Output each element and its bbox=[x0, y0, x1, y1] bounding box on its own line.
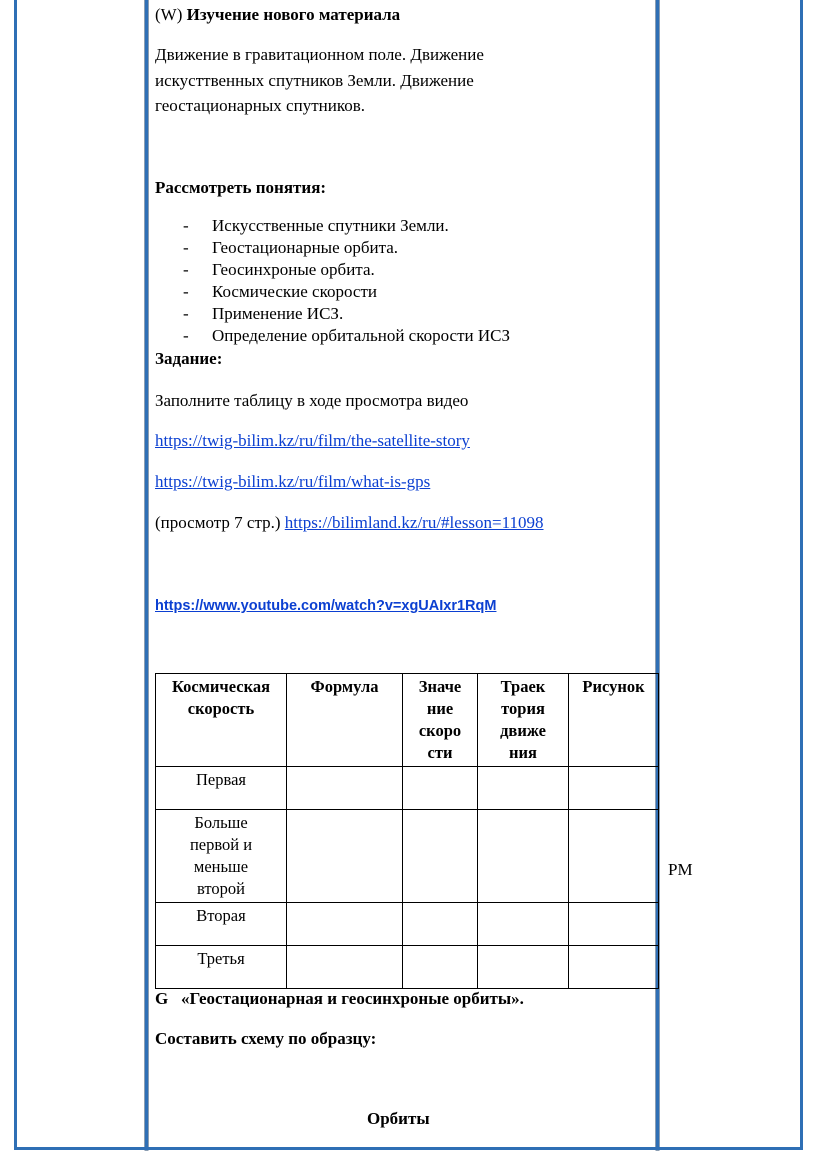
table-header-row bbox=[156, 674, 659, 767]
table-row bbox=[156, 946, 659, 989]
resources-cell bbox=[668, 860, 693, 880]
group-task-title: «Геостационарная и геосинхроные орбиты». bbox=[180, 989, 524, 1008]
concepts-list bbox=[155, 215, 510, 347]
header-cosmic-velocity: Космическая скорость bbox=[156, 674, 287, 767]
table-row bbox=[156, 767, 659, 810]
task-instruction: Заполните таблицу в ходе просмотра видео bbox=[155, 391, 469, 410]
table-cell[interactable] bbox=[569, 810, 659, 903]
section-title: Изучение нового материала bbox=[186, 5, 401, 24]
table-cell[interactable] bbox=[287, 903, 403, 946]
group-prefix: G bbox=[155, 989, 169, 1008]
link-row-4 bbox=[155, 594, 496, 617]
table-cell[interactable] bbox=[287, 767, 403, 810]
section-prefix: (W) bbox=[155, 5, 183, 24]
group-task-instruction: Составить схему по образцу: bbox=[155, 1029, 377, 1048]
row-label-second: Вторая bbox=[156, 903, 287, 946]
table-cell[interactable] bbox=[403, 946, 478, 989]
link-row-3 bbox=[155, 512, 544, 534]
link-prefix: (просмотр 7 стр.) bbox=[155, 513, 281, 532]
table-cell[interactable] bbox=[569, 946, 659, 989]
resources-label: РМ bbox=[668, 860, 693, 879]
table-cell[interactable] bbox=[478, 810, 569, 903]
list-item: - Геостационарные орбита. bbox=[183, 238, 399, 257]
table-border-bottom bbox=[14, 1147, 803, 1150]
list-item: - Космические скорости bbox=[183, 282, 377, 301]
video-link-what-is-gps[interactable]: https://twig-bilim.kz/ru/film/what-is-gps bbox=[155, 472, 431, 491]
list-item: - Геосинхроные орбита. bbox=[183, 260, 375, 279]
header-formula: Формула bbox=[287, 674, 403, 767]
task-heading: Задание: bbox=[155, 349, 223, 368]
video-link-satellite-story[interactable]: https://twig-bilim.kz/ru/film/the-satellite-story bbox=[155, 431, 470, 450]
scheme-title: Орбиты bbox=[367, 1109, 430, 1128]
table-cell[interactable] bbox=[478, 767, 569, 810]
table-border-col1 bbox=[145, 0, 148, 1150]
table-cell[interactable] bbox=[403, 767, 478, 810]
youtube-link[interactable]: https://www.youtube.com/watch?v=xgUAIxr1RqM bbox=[155, 598, 497, 614]
list-item: - Применение ИСЗ. bbox=[183, 304, 344, 323]
header-trajectory: Траек тория движе ния bbox=[478, 674, 569, 767]
list-item: - Искусственные спутники Земли. bbox=[183, 216, 449, 235]
concepts-heading: Рассмотреть понятия: bbox=[155, 178, 327, 197]
table-cell[interactable] bbox=[403, 903, 478, 946]
header-velocity-value: Значе ние скоро сти bbox=[403, 674, 478, 767]
table-cell[interactable] bbox=[569, 903, 659, 946]
list-item: - Определение орбитальной скорости ИСЗ bbox=[183, 326, 510, 345]
link-row-2 bbox=[155, 471, 430, 493]
velocity-table bbox=[155, 673, 659, 989]
table-border-right bbox=[800, 0, 803, 1150]
link-row-1 bbox=[155, 430, 470, 452]
group-task-heading bbox=[155, 988, 524, 1010]
row-label-first: Первая bbox=[156, 767, 287, 810]
section-heading bbox=[155, 4, 400, 26]
intro-line-1: Движение в гравитационном поле. Движение bbox=[155, 45, 484, 64]
intro-line-3: геостационарных спутников. bbox=[155, 96, 365, 115]
table-row bbox=[156, 903, 659, 946]
table-cell[interactable] bbox=[569, 767, 659, 810]
header-picture: Рисунок bbox=[569, 674, 659, 767]
table-cell[interactable] bbox=[287, 810, 403, 903]
table-cell[interactable] bbox=[287, 946, 403, 989]
table-cell[interactable] bbox=[403, 810, 478, 903]
table-border-left bbox=[14, 0, 17, 1150]
table-row bbox=[156, 810, 659, 903]
table-cell[interactable] bbox=[478, 946, 569, 989]
intro-line-2: искусттвенных спутников Земли. Движение bbox=[155, 71, 474, 90]
row-label-third: Третья bbox=[156, 946, 287, 989]
row-label-between: Больше первой и меньше второй bbox=[156, 810, 287, 903]
bilimland-lesson-link[interactable]: https://bilimland.kz/ru/#lesson=11098 bbox=[284, 513, 544, 532]
table-cell[interactable] bbox=[478, 903, 569, 946]
